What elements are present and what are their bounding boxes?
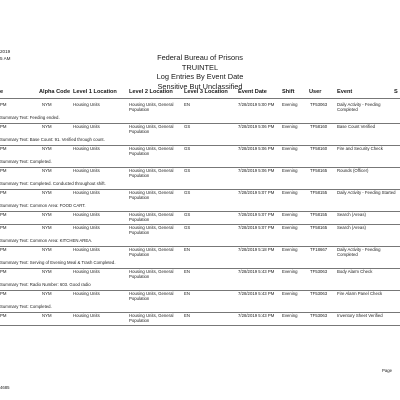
entry-level1: Housing Units bbox=[73, 225, 100, 230]
entry-level3: GS bbox=[184, 225, 191, 230]
entry-event-date: 7/28/2019 5:43 PM bbox=[238, 313, 275, 318]
entry-user: TF53063 bbox=[310, 102, 328, 107]
entry-alpha-code: NYM bbox=[42, 168, 52, 173]
entry-level3: GS bbox=[184, 168, 191, 173]
entry-level1: Housing Units bbox=[73, 247, 100, 252]
system-name: TRUINTEL bbox=[181, 62, 219, 72]
entry-level2: Housing Units, General Population bbox=[129, 313, 174, 323]
row-divider bbox=[0, 325, 400, 326]
footer-doc-number: 4685 bbox=[0, 385, 10, 390]
entry-level2: Housing Units, General Population bbox=[129, 146, 174, 156]
entry-level1: Housing Units bbox=[73, 212, 100, 217]
entry-shift: Evening bbox=[282, 225, 298, 230]
entry-level2: Housing Units, General Population bbox=[129, 168, 174, 178]
entry-user: TF58155 bbox=[310, 190, 328, 195]
entry-summary: Summary Text: Serving of Evening Meal & Trash Completed. bbox=[0, 260, 116, 265]
entry-alpha-code: NYM bbox=[42, 102, 52, 107]
entry-level2: Housing Units, General Population bbox=[129, 269, 174, 279]
entry-user: TF58160 bbox=[310, 124, 328, 129]
entry-level2: Housing Units, General Population bbox=[129, 247, 174, 257]
entry-shift: Evening bbox=[282, 124, 298, 129]
col-header-level1: Level 1 Location bbox=[73, 89, 117, 95]
entry-level3: EN bbox=[184, 269, 190, 274]
entry-level3: GS bbox=[184, 124, 191, 129]
entry-event: Search (Areas) bbox=[337, 212, 366, 217]
entry-event-date: 7/28/2019 5:06 PM bbox=[238, 146, 275, 151]
entry-level1: Housing Units bbox=[73, 124, 100, 129]
entry-level1: Housing Units bbox=[73, 146, 100, 151]
entry-user: TF58160 bbox=[310, 146, 328, 151]
entry-alpha-code: NYM bbox=[42, 146, 52, 151]
entry-event: Search (Areas) bbox=[337, 225, 366, 230]
entry-alpha-code: NYM bbox=[42, 247, 52, 252]
entry-event: Base Count Verified bbox=[337, 124, 375, 129]
entry-level2: Housing Units, General Population bbox=[129, 291, 174, 301]
entry-level2: Housing Units, General Population bbox=[129, 225, 174, 235]
print-timestamp bbox=[0, 49, 10, 62]
entry-summary: Summary Text: Feeding ended. bbox=[0, 115, 60, 120]
entry-alpha-code: NYM bbox=[42, 190, 52, 195]
entry-summary: Summary Text: Completed. Conducted throughout shift. bbox=[0, 181, 106, 186]
entry-user: TF53063 bbox=[310, 269, 328, 274]
entry-level2: Housing Units, General Population bbox=[129, 124, 174, 134]
entry-time: PM bbox=[0, 225, 7, 230]
entry-event: Daily Activity - Feeding Completed bbox=[337, 102, 381, 112]
entry-shift: Evening bbox=[282, 247, 298, 252]
entry-level3: GS bbox=[184, 190, 191, 195]
col-header-level3: Level 3 Location bbox=[184, 89, 228, 95]
entry-level3: EN bbox=[184, 291, 190, 296]
entry-event-date: 7/28/2019 5:06 PM bbox=[238, 124, 275, 129]
entry-event: Fire and Security Check bbox=[337, 146, 383, 151]
entry-event: Body Alarm Check bbox=[337, 269, 373, 274]
entry-shift: Evening bbox=[282, 146, 298, 151]
col-header-extra: S bbox=[394, 89, 398, 95]
entry-shift: Evening bbox=[282, 212, 298, 217]
entry-event-date: 7/28/2019 5:18 PM bbox=[238, 247, 275, 252]
entry-level1: Housing Units bbox=[73, 313, 100, 318]
entry-event-date: 7/28/2019 5:07 PM bbox=[238, 225, 275, 230]
entry-alpha-code: NYM bbox=[42, 291, 52, 296]
report-header bbox=[120, 53, 280, 91]
entry-shift: Evening bbox=[282, 168, 298, 173]
entry-event-date: 7/28/2019 5:07 PM bbox=[238, 212, 275, 217]
agency-name: Federal Bureau of Prisons bbox=[157, 53, 243, 62]
entry-summary: Summary Text: Common Area: KITCHEN AREA. bbox=[0, 238, 93, 243]
entry-event-date: 7/28/2019 5:43 PM bbox=[238, 291, 275, 296]
entry-time: PM bbox=[0, 247, 7, 252]
entry-level1: Housing Units bbox=[73, 168, 100, 173]
report-title: Log Entries By Event Date bbox=[156, 72, 244, 81]
entry-time: PM bbox=[0, 168, 7, 173]
entry-summary: Summary Text: Base Count: 91. Verified through count. bbox=[0, 137, 105, 142]
entry-time: PM bbox=[0, 313, 7, 318]
entry-user: TF53063 bbox=[310, 313, 328, 318]
entry-time: PM bbox=[0, 212, 7, 217]
print-date: 2019 bbox=[0, 49, 11, 54]
entry-level3: GS bbox=[184, 146, 191, 151]
entry-level1: Housing Units bbox=[73, 269, 100, 274]
footer-page-label: Page bbox=[382, 368, 393, 373]
entry-shift: Evening bbox=[282, 291, 298, 296]
entry-alpha-code: NYM bbox=[42, 124, 52, 129]
entry-event: Inventory Sheet Verified bbox=[337, 313, 383, 318]
entry-event: Daily Activity - Feeding Started bbox=[337, 190, 396, 195]
entry-user: TF58155 bbox=[310, 212, 328, 217]
entry-time: PM bbox=[0, 190, 7, 195]
entry-user: TF18667 bbox=[310, 247, 328, 252]
col-header-time: e bbox=[0, 89, 4, 95]
col-header-shift: Shift bbox=[282, 89, 295, 95]
entry-user: TF58165 bbox=[310, 225, 328, 230]
entry-shift: Evening bbox=[282, 102, 298, 107]
entry-shift: Evening bbox=[282, 190, 298, 195]
entry-level2: Housing Units, General Population bbox=[129, 102, 174, 112]
entry-summary: Summary Text: Completed. bbox=[0, 159, 52, 164]
entry-alpha-code: NYM bbox=[42, 269, 52, 274]
col-header-event-date: Event Date bbox=[238, 89, 267, 95]
entry-level1: Housing Units bbox=[73, 102, 100, 107]
entry-event-date: 7/28/2019 5:07 PM bbox=[238, 190, 275, 195]
entry-user: TF53063 bbox=[310, 291, 328, 296]
entry-level3: GS bbox=[184, 212, 191, 217]
entry-level1: Housing Units bbox=[73, 190, 100, 195]
header-divider bbox=[0, 98, 400, 99]
entry-shift: Evening bbox=[282, 269, 298, 274]
entry-event: Rounds (Officer) bbox=[337, 168, 369, 173]
entry-event-date: 7/28/2019 5:43 PM bbox=[238, 269, 275, 274]
entry-time: PM bbox=[0, 102, 7, 107]
entry-alpha-code: NYM bbox=[42, 225, 52, 230]
entry-summary: Summary Text: Radio Number: 603. Good radio bbox=[0, 282, 91, 287]
entry-time: PM bbox=[0, 269, 7, 274]
entry-event: Fire Alarm Panel Check bbox=[337, 291, 383, 296]
classification-label: Sensitive But Unclassified bbox=[157, 81, 243, 91]
entry-level3: EN bbox=[184, 313, 190, 318]
entry-user: TF58165 bbox=[310, 168, 328, 173]
entry-time: PM bbox=[0, 124, 7, 129]
entry-level1: Housing Units bbox=[73, 291, 100, 296]
col-header-user: User bbox=[309, 89, 322, 95]
entry-event: Daily Activity - Feeding Completed bbox=[337, 247, 381, 257]
print-time: 5 AM bbox=[0, 55, 11, 61]
entry-summary: Summary Text: Completed. bbox=[0, 304, 52, 309]
entry-level3: EN bbox=[184, 102, 190, 107]
col-header-alpha-code: Alpha Code bbox=[39, 89, 71, 95]
entry-time: PM bbox=[0, 146, 7, 151]
entry-level3: EN bbox=[184, 247, 190, 252]
entry-alpha-code: NYM bbox=[42, 212, 52, 217]
entry-shift: Evening bbox=[282, 313, 298, 318]
entry-summary: Summary Text: Common Area: FOOD CART. bbox=[0, 203, 86, 208]
entry-level2: Housing Units, General Population bbox=[129, 190, 174, 200]
col-header-event: Event bbox=[337, 89, 353, 95]
entry-time: PM bbox=[0, 291, 7, 296]
col-header-level2: Level 2 Location bbox=[129, 89, 173, 95]
entry-event-date: 7/28/2019 5:00 PM bbox=[238, 102, 275, 107]
entry-event-date: 7/28/2019 5:06 PM bbox=[238, 168, 275, 173]
entry-level2: Housing Units, General Population bbox=[129, 212, 174, 222]
entry-alpha-code: NYM bbox=[42, 313, 52, 318]
